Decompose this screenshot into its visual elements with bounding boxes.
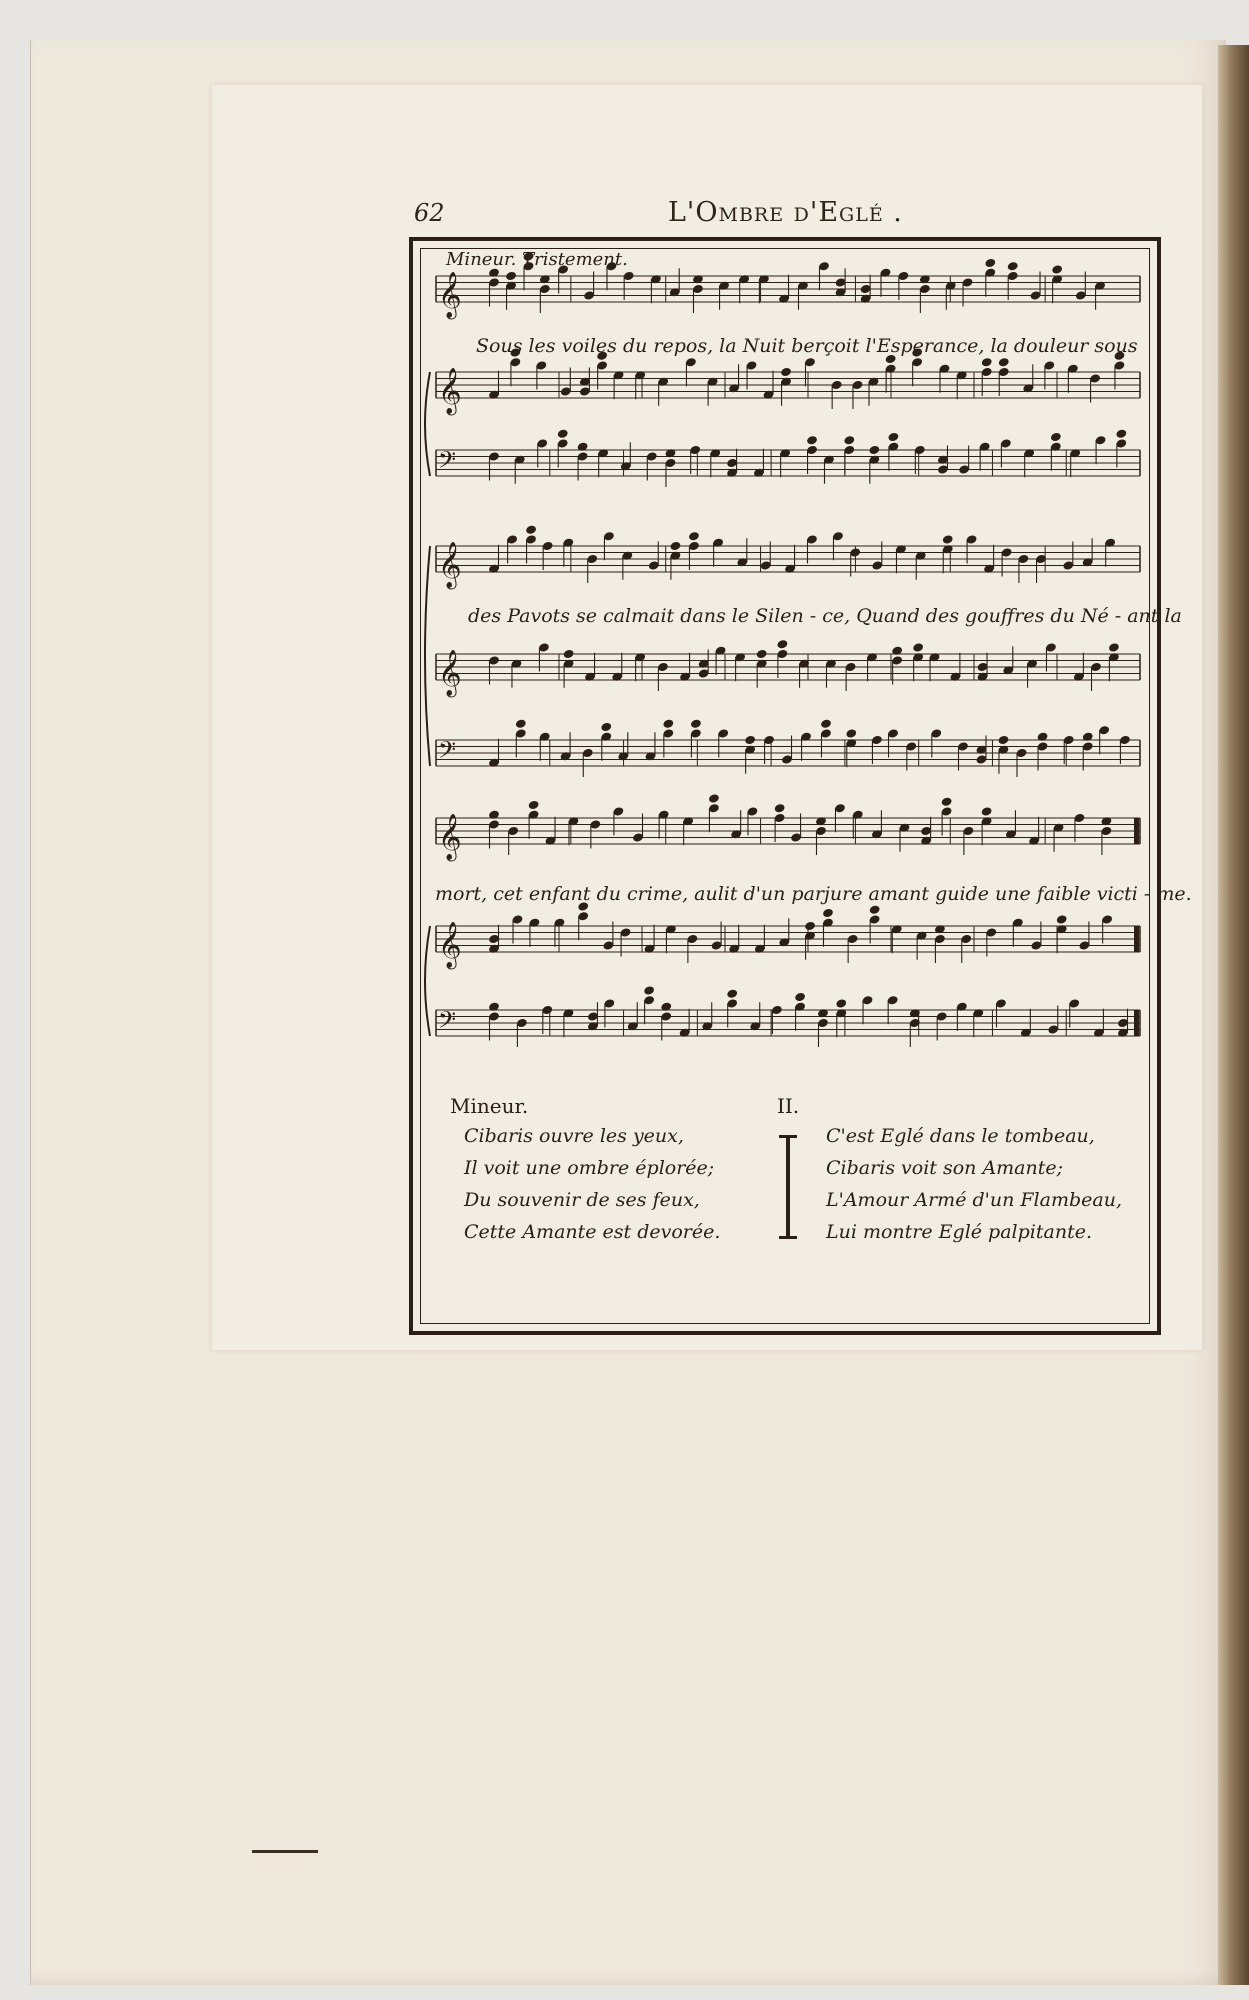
running-title: L'Ombre d'Eglé . — [668, 197, 903, 228]
note-head — [845, 728, 857, 739]
treble-clef: 𝄞 — [438, 272, 462, 318]
final-barline — [1134, 1010, 1139, 1036]
bass-clef: 𝄢 — [438, 736, 457, 769]
page-number: 62 — [414, 199, 445, 227]
treble-clef: 𝄞 — [438, 542, 462, 588]
bass-clef: 𝄢 — [438, 446, 457, 479]
note-head — [984, 258, 996, 269]
note-head — [525, 524, 537, 535]
lyric-line-2: des Pavots se calmait dans le Silen - ce, Quand des gouffres du Né - ant la — [468, 605, 1182, 627]
bass-clef: 𝄢 — [438, 1006, 457, 1039]
note-head — [942, 534, 954, 545]
treble-clef: 𝄞 — [438, 368, 462, 414]
note-head — [669, 541, 681, 552]
tempo-marking: Mineur. Tristement. — [446, 249, 628, 270]
treble-clef: 𝄞 — [438, 814, 462, 860]
note-head — [643, 985, 655, 996]
system-brace — [425, 546, 430, 766]
verse-right-line: L'Amour Armé d'un Flambeau, — [826, 1189, 1122, 1211]
system-brace — [425, 372, 430, 476]
note-head — [774, 803, 786, 814]
treble-clef: 𝄞 — [438, 922, 462, 968]
note-head — [662, 718, 674, 729]
note-head — [688, 531, 700, 542]
note-head — [835, 998, 847, 1009]
note-head — [776, 639, 788, 650]
verse-right-line: C'est Eglé dans le tombeau, — [826, 1125, 1095, 1147]
verse-right-line: Lui montre Eglé palpitante. — [826, 1221, 1092, 1243]
note-head — [780, 367, 792, 378]
note-head — [804, 921, 816, 932]
note-head — [941, 796, 953, 807]
note-head — [690, 718, 702, 729]
note-head — [1007, 261, 1019, 272]
final-barline — [1134, 926, 1139, 952]
note-head — [820, 718, 832, 729]
verse-left-label: Mineur. — [450, 1094, 529, 1118]
note-head — [1108, 642, 1120, 653]
note-head — [806, 435, 818, 446]
note-head — [756, 649, 768, 660]
verse-right-line: Cibaris voit son Amante; — [826, 1157, 1064, 1179]
final-barline — [1134, 818, 1139, 844]
page-mark — [252, 1850, 318, 1853]
notes — [488, 251, 1131, 1047]
verse-left-line: Du souvenir de ses feux, — [464, 1189, 700, 1211]
note-head — [708, 793, 720, 804]
verse-left-line: Il voit une ombre éplorée; — [464, 1157, 715, 1179]
staff — [436, 1010, 1140, 1036]
note-head — [981, 357, 993, 368]
staff — [436, 654, 1140, 680]
note-head — [505, 271, 517, 282]
note-head — [997, 735, 1009, 746]
note-head — [887, 432, 899, 443]
verse-right-label: II. — [777, 1094, 800, 1118]
lyric-line-3: mort, cet enfant du crime, aulit d'un parjure amant guide une faible victi - me. — [435, 883, 1192, 905]
clefs — [438, 272, 462, 1039]
note-head — [528, 800, 540, 811]
note-head — [998, 357, 1010, 368]
note-head — [912, 642, 924, 653]
note-head — [868, 445, 880, 456]
verse-left-line: Cette Amante est devorée. — [464, 1221, 721, 1243]
note-head — [843, 435, 855, 446]
lyric-line-1: Sous les voiles du repos, la Nuit berçoit l'Esperance, la douleur sous — [476, 335, 1138, 357]
note-head — [1056, 914, 1068, 925]
note-head — [822, 908, 834, 919]
note-head — [744, 735, 756, 746]
note-head — [600, 722, 612, 733]
note-head — [563, 649, 575, 660]
note-head — [981, 806, 993, 817]
note-head — [1115, 428, 1127, 439]
treble-clef: 𝄞 — [438, 650, 462, 696]
verse-left-line: Cibaris ouvre les yeux, — [464, 1125, 684, 1147]
note-head — [515, 718, 527, 729]
note-head — [1051, 264, 1063, 275]
note-head — [726, 988, 738, 999]
note-head — [1050, 432, 1062, 443]
roman-numeral-divider — [779, 1135, 797, 1239]
system-brace — [425, 926, 430, 1036]
note-head — [794, 992, 806, 1003]
note-head — [557, 428, 569, 439]
note-head — [869, 904, 881, 915]
